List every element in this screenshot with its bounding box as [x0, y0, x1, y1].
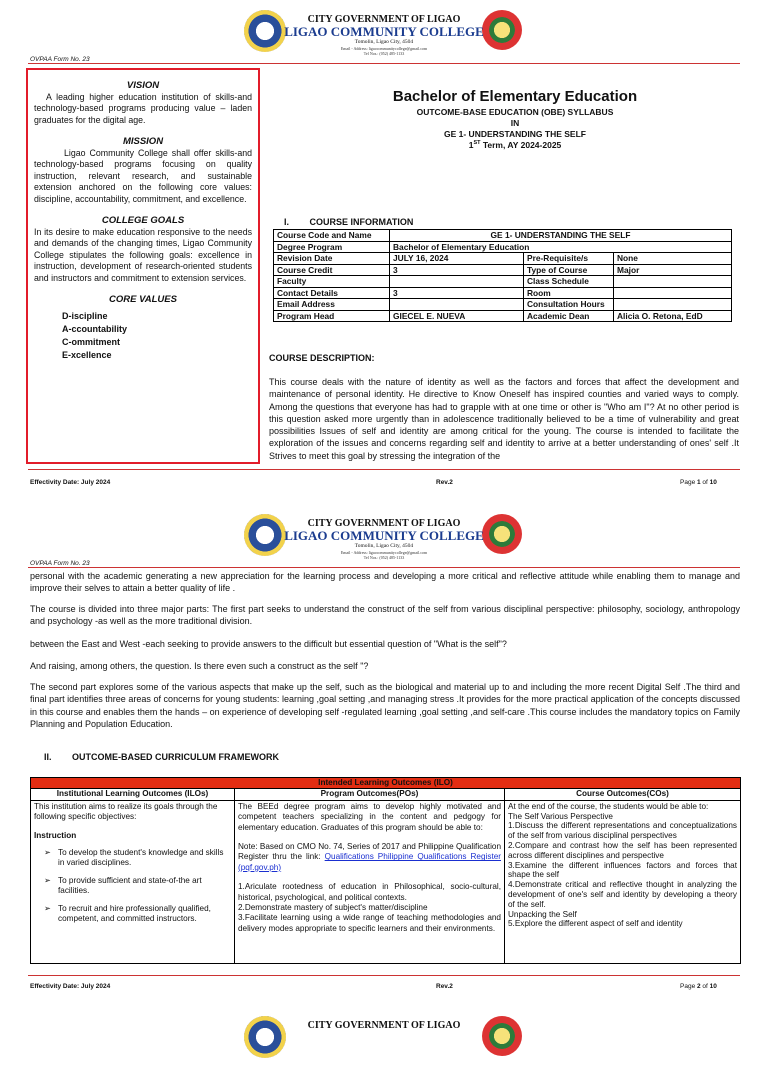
ilo-cell: [31, 800, 235, 963]
info-label: Contact Details: [274, 287, 390, 299]
page-pre: Page: [680, 983, 697, 990]
co-item: 2.Compare and contrast how the self has been represented across different disciplines and perspective: [508, 841, 737, 860]
po-note-text: Note: Based on CMO No. 74, Series of 2017 and Philippine Qualification Register thru the link:: [238, 842, 501, 862]
po-intro: The BEEd degree program aims to develop highly motivated and competent teachers specializing in the content and pedgogy for elementary education. Graduates of this program should be able to:: [238, 801, 501, 832]
info-label: Course Credit: [274, 264, 390, 276]
co-item: 4.Demonstrate critical and reflective thought in analyzing the development of one's self and identity by developing a theory of the self.: [508, 880, 737, 909]
section-title: COURSE INFORMATION: [309, 217, 414, 227]
description-text: This course deals with the nature of identity as well as the factors and forces that affect the development and maintenance of personal identity. He directive to Know Oneself has inspired counties and varied ways to comply. Among the questions that everyone has had to grapple with at one time or other is "Who am I"? At no other period is this question asked more urgently than in adolescence traditionally believed to be a time of vulnerability and great possibilities Issues of self and identity are among critical for the young. The course is intended to facilitate the exploration of the issues and concerns regarding self and identity to arrive at a better understanding of ones' self .It Strives to meet this goal by stressing the integration of the: [269, 377, 739, 461]
po-item: 2.Demonstrate mastery of subject's matter/discipline: [238, 903, 428, 913]
table-row: [274, 230, 732, 242]
info-value: [614, 299, 732, 311]
description-heading: COURSE DESCRIPTION:: [269, 353, 375, 363]
info-value: JULY 16, 2024: [390, 253, 524, 265]
info-label: Program Head: [274, 310, 390, 322]
po-item: 3.Facilitate learning using a wide range of teaching methodologies and delivery modes appropriate to specific learners and their environments.: [238, 913, 501, 933]
page-total: 10: [709, 983, 717, 990]
page1-header: [0, 8, 768, 60]
core-value-item: D-iscipline: [62, 310, 108, 321]
arrow-bullet-icon: ➢: [44, 875, 51, 885]
section-number: I.: [284, 217, 290, 227]
goals-text: In its desire to make education responsive to the needs and demands of the changing times, Ligao Community College stipulates the following goals: excellence in instruction, development of research-oriented students and instructors and commitment to extension services.: [34, 226, 252, 283]
page-num: 1: [697, 479, 701, 486]
header-divider: [28, 63, 740, 64]
framework-heading: [44, 752, 279, 762]
program-title: Bachelor of Elementary Education: [392, 88, 638, 105]
header-gov: CITY GOVERNMENT OF LIGAO: [307, 14, 461, 25]
goals-title: COLLEGE GOALS: [101, 215, 185, 226]
info-label: Academic Dean: [524, 310, 614, 322]
table-row: [274, 310, 732, 322]
revision: Rev.2: [436, 983, 453, 990]
arrow-bullet-icon: ➢: [44, 903, 51, 913]
table-row: [31, 778, 741, 789]
header-college: LIGAO COMMUNITY COLLEGE: [284, 528, 484, 543]
po-note: [238, 842, 501, 873]
ilo-intro: This institution aims to realize its goals through the following specific objectives:: [34, 801, 218, 822]
table-row: [274, 287, 732, 299]
page-number: [680, 479, 717, 486]
arrow-bullet-icon: ➢: [44, 848, 51, 858]
ilo-instruction-heading: Instruction: [34, 830, 77, 840]
term-line: [280, 140, 750, 150]
info-value: Alicia O. Retona, EdD: [614, 310, 732, 322]
info-value: Bachelor of Elementary Education: [390, 241, 732, 253]
revision: Rev.2: [436, 479, 453, 486]
course-info-heading: [284, 217, 413, 227]
info-label: Class Schedule: [524, 276, 614, 288]
description-p4: And raising, among others, the question. Is there even such a construct as the self "?: [30, 661, 369, 671]
header-address: Tomolin, Ligao City, 4504: [354, 543, 414, 549]
co-item: 1.Discuss the different representations and conceptualizations of the self from various disciplinal perspectives: [508, 821, 737, 841]
list-item: [44, 876, 231, 897]
term-num: 1: [468, 140, 474, 150]
info-label: Course Code and Name: [274, 230, 390, 242]
info-value: [390, 276, 524, 288]
section-number: II.: [44, 752, 52, 762]
ilo-bullet: To provide sufficient and state-of-the art facilities.: [58, 875, 202, 896]
header-gov: CITY GOVERNMENT OF LIGAO: [307, 1020, 461, 1031]
table-row: [274, 299, 732, 311]
table-row: [274, 276, 732, 288]
header-tel: Tel Nos.: (052) 485-1133: [363, 555, 405, 560]
ilo-table: [30, 777, 741, 964]
pqf-link[interactable]: Qualifications Philippine Qualifications Register (pqf.gov.ph): [238, 852, 501, 872]
table-row: [31, 789, 741, 800]
header-tel: Tel Nos.: (052) 485-1133: [363, 51, 405, 56]
co-item: 5.Explore the different aspect of self and identity: [508, 919, 683, 929]
section-title: OUTCOME-BASED CURRICULUM FRAMEWORK: [72, 752, 280, 762]
vision-title: VISION: [126, 80, 160, 91]
info-label: Room: [524, 287, 614, 299]
description-p5: The second part explores some of the various aspects that make up the self, such as the biological and material up to and including the more recent Digital Self .The third and final part identifies three areas of concerns for young students: learning ,goal setting ,and managing stress .It provides for the more practical application of the concepts discussed in this course and enables them the hands – on experience of developing self -regulated learning ,goal setting ,and self-care .This course includes the mandatory topics on Family Planning and Population Education.: [30, 682, 740, 729]
info-label: Type of Course: [524, 264, 614, 276]
table-row: [31, 800, 741, 963]
vision-mission-box: [26, 68, 260, 464]
syllabus-in: IN: [510, 118, 520, 128]
co-col-header: Course Outcomes(COs): [505, 789, 741, 800]
info-label: Revision Date: [274, 253, 390, 265]
ilo-table-title: Intended Learning Outcomes (ILO): [31, 778, 741, 789]
effectivity-date: Effectivity Date: July 2024: [30, 479, 111, 486]
vision-text: A leading higher education institution of skills-and technology-based programs producing value – laden graduates for the digital age.: [34, 91, 252, 125]
info-value: [390, 299, 524, 311]
info-value: GE 1- UNDERSTANDING THE SELF: [390, 230, 732, 242]
term-sup: ST: [473, 140, 481, 147]
description-p2: The course is divided into three major parts: The first part seeks to understand the construct of the self from various disciplinal perspective: philosophy, sociology, anthropology and psychology -as well as the more traditional division.: [30, 604, 740, 627]
info-label: Degree Program: [274, 241, 390, 253]
description-continued: personal with the academic generating a new appreciation for the learning process and developing a more critical and reflective attitude while enabling them to manage and improve their selves to attain a better quality of life .: [30, 571, 740, 594]
course-name: GE 1- UNDERSTANDING THE SELF: [444, 129, 586, 139]
course-info-table: [273, 229, 732, 322]
header-email: Email - Address: ligaocommunitycollege@gmail.com: [340, 550, 428, 555]
info-label: Consultation Hours: [524, 299, 614, 311]
page-of: of: [700, 479, 710, 486]
info-label: Pre-Requisite/s: [524, 253, 614, 265]
core-value-item: C-ommitment: [62, 336, 120, 347]
page-total: 10: [709, 479, 717, 486]
table-row: [274, 264, 732, 276]
header-email: Email - Address: ligaocommunitycollege@gmail.com: [340, 46, 428, 51]
page-number: [680, 983, 717, 990]
ilo-bullet: To recruit and hire professionally qualified, competent, and committed instructors.: [58, 903, 211, 924]
mission-text: Ligao Community College shall offer skills-and technology-based programs focusing on quality instruction, relevant research, and sustainable extension anchored on the following core values: discipline, accountability, commitment, and excellence.: [34, 147, 252, 204]
page3-header: [0, 1014, 768, 1066]
page-num: 2: [697, 983, 701, 990]
list-item: [44, 904, 231, 925]
info-label: Email Address: [274, 299, 390, 311]
po-cell: [235, 800, 505, 963]
list-item: [44, 848, 231, 869]
info-value: [614, 287, 732, 299]
core-value-item: A-ccountability: [62, 323, 128, 334]
description-p3: between the East and West -each seeking to provide answers to the difficult but essential question of "What is the self"?: [30, 639, 507, 649]
info-label: Faculty: [274, 276, 390, 288]
syllabus-line: OUTCOME-BASE EDUCATION (OBE) SYLLABUS: [416, 107, 614, 117]
term-rest: Term, AY 2024-2025: [480, 140, 562, 150]
page-of: of: [700, 983, 710, 990]
po-col-header: Program Outcomes(POs): [235, 789, 505, 800]
info-value: Major: [614, 264, 732, 276]
core-values-list: [34, 310, 252, 362]
info-value: [614, 276, 732, 288]
ilo-col-header: Institutional Learning Outcomes (ILOs): [31, 789, 235, 800]
header-address: Tomolin, Ligao City, 4504: [354, 39, 414, 45]
co-intro: At the end of the course, the students would be able to:: [508, 801, 709, 811]
info-value: 3: [390, 287, 524, 299]
header-gov: CITY GOVERNMENT OF LIGAO: [307, 518, 461, 529]
effectivity-date: Effectivity Date: July 2024: [30, 983, 111, 990]
co-item: Unpacking the Self: [508, 909, 577, 919]
ilo-bullet: To develop the student's knowledge and skills in varied disciplines.: [58, 848, 224, 868]
footer-divider: [28, 469, 740, 470]
form-number: OVPAA Form No. 23: [30, 560, 90, 567]
form-number: OVPAA Form No. 23: [30, 56, 90, 63]
co-item: 3.Examine the different influences factors and forces that shape the self: [508, 860, 737, 880]
header-college: LIGAO COMMUNITY COLLEGE: [284, 24, 484, 39]
core-value-item: E-xcellence: [62, 349, 112, 360]
footer-divider: [28, 975, 740, 976]
info-value: GIECEL E. NUEVA: [390, 310, 524, 322]
page2-header: [0, 512, 768, 564]
mission-title: MISSION: [122, 136, 164, 147]
table-row: [274, 253, 732, 265]
co-cell: [505, 800, 741, 963]
header-divider: [28, 567, 740, 568]
po-item: 1.Ariculate rootedness of education in Philosophical, socio-cultural, historical, psychological, and political contexts.: [238, 882, 501, 902]
co-item: The Self Various Perspective: [508, 811, 613, 821]
core-values-title: CORE VALUES: [109, 294, 177, 305]
page-pre: Page: [680, 479, 697, 486]
info-value: 3: [390, 264, 524, 276]
info-value: None: [614, 253, 732, 265]
table-row: [274, 241, 732, 253]
